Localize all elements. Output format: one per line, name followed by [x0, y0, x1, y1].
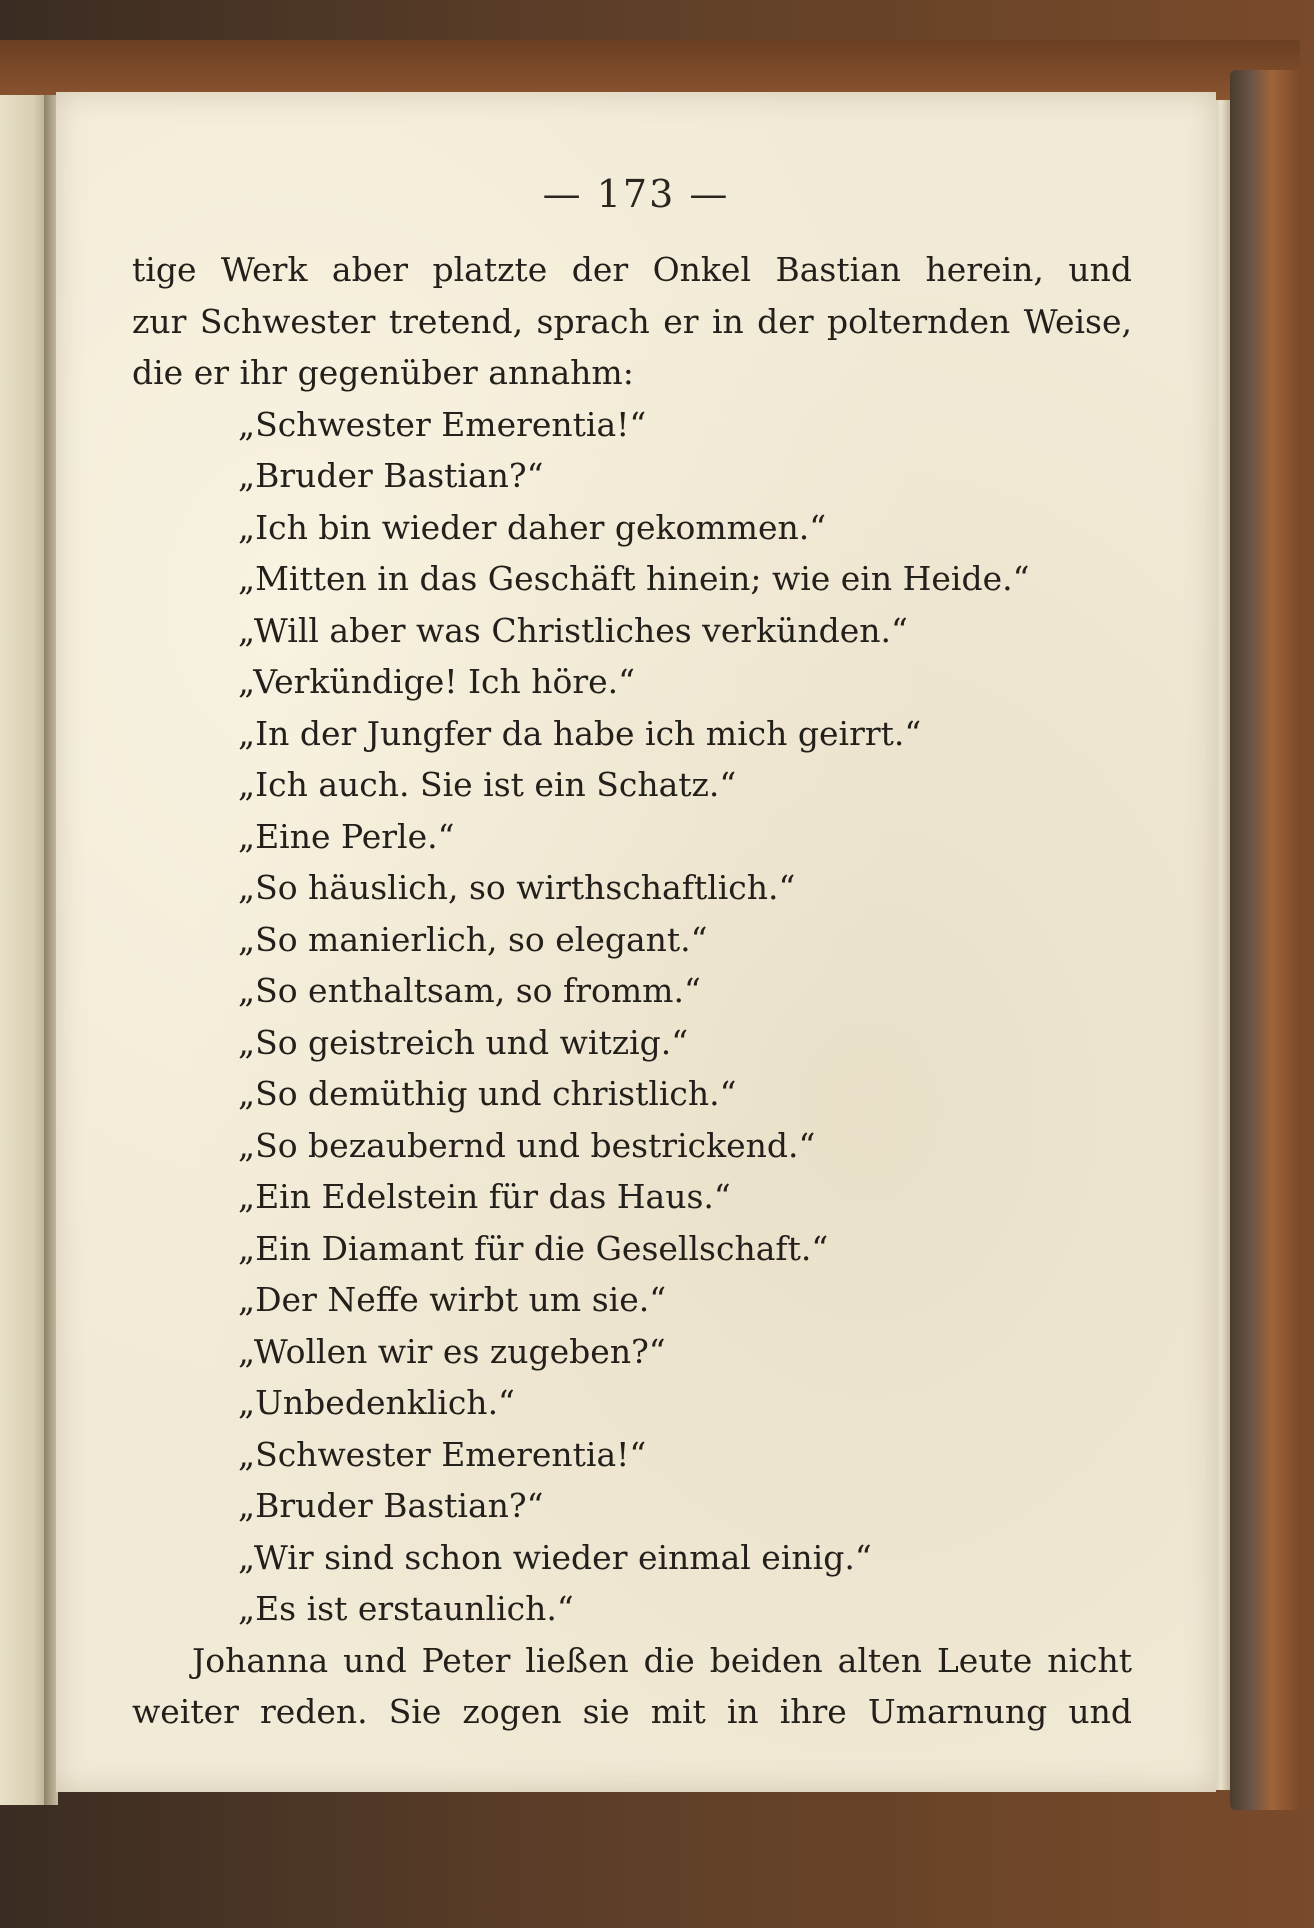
dialogue-line: „Bruder Bastian?“ [238, 1486, 544, 1525]
text-line: die er ihr gegenüber annahm: [132, 353, 634, 392]
dialogue-line: „Der Neffe wirbt um sie.“ [238, 1280, 667, 1319]
dialogue-line: „Bruder Bastian?“ [238, 456, 544, 495]
cover-top-edge [0, 40, 1300, 100]
dialogue-line: „In der Jungfer da habe ich mich geirrt.“ [238, 713, 922, 753]
dialogue-line: „So bezaubernd und bestrickend.“ [238, 1125, 816, 1165]
dialogue-line: „Wollen wir es zugeben?“ [238, 1331, 666, 1371]
page-text [132, 244, 1132, 1738]
facing-page-edge [0, 95, 48, 1805]
text-line: Johanna und Peter ließen die beiden alten Leute nicht [192, 1640, 1132, 1680]
dialogue-line: „Schwester Emerentia!“ [238, 404, 647, 444]
page-number: — 173 — [542, 172, 730, 216]
dialogue-line: „Ich bin wieder daher gekommen.“ [238, 507, 827, 547]
dialogue-line: „So geistreich und witzig.“ [238, 1022, 689, 1062]
book-page [56, 92, 1216, 1792]
dialogue-line: „Eine Perle.“ [238, 816, 455, 856]
dialogue-line: „Mitten in das Geschäft hinein; wie ein Heide.“ [238, 559, 1030, 598]
dialogue-line: „Will aber was Christliches verkünden.“ [238, 610, 908, 650]
dialogue-line: „Wir sind schon wieder einmal einig.“ [238, 1537, 872, 1577]
dialogue-line: „So häuslich, so wirthschaftlich.“ [238, 868, 796, 907]
dialogue-line: „Ein Diamant für die Gesellschaft.“ [238, 1228, 829, 1268]
dialogue-line: „So manierlich, so elegant.“ [238, 919, 708, 959]
dialogue-line: „Schwester Emerentia!“ [238, 1434, 647, 1474]
dialogue-line: „Es ist erstaunlich.“ [238, 1589, 574, 1628]
dialogue-line: „Verkündige! Ich höre.“ [238, 662, 636, 701]
text-line: tige Werk aber platzte der Onkel Bastian herein, und [132, 250, 1132, 289]
dialogue-line: „So enthaltsam, so fromm.“ [238, 971, 701, 1010]
text-line: weiter reden. Sie zogen sie mit in ihre Umarnung und [132, 1692, 1132, 1731]
dialogue-line: „Unbedenklich.“ [238, 1383, 515, 1422]
dialogue-line: „So demüthig und christlich.“ [238, 1074, 737, 1113]
dialogue-line: „Ich auch. Sie ist ein Schatz.“ [238, 765, 737, 804]
dialogue-line: „Ein Edelstein für das Haus.“ [238, 1177, 731, 1216]
text-line: zur Schwester tretend, sprach er in der polternden Weise, [132, 301, 1132, 341]
book-binding [1230, 70, 1300, 1810]
